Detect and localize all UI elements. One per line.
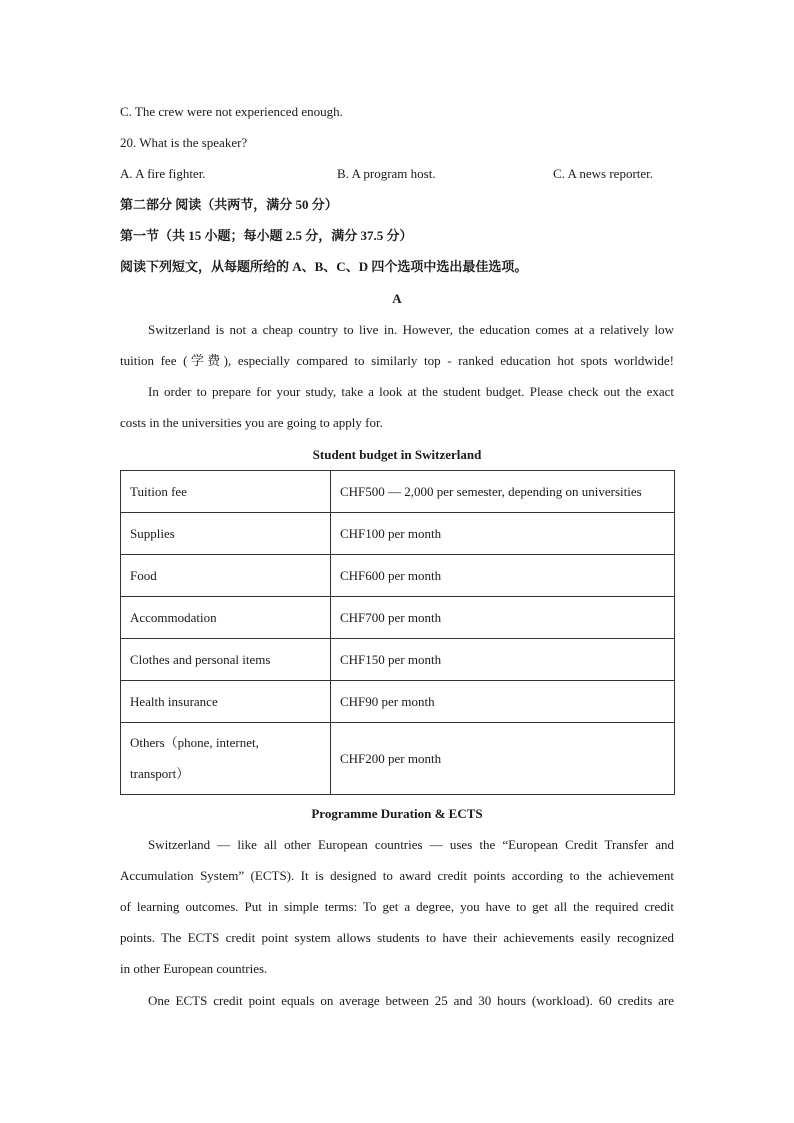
paragraph-1-line-1: Switzerland is not a cheap country to live in. However, the education comes at a relatively low [148,322,674,337]
table-cell-cost: CHF700 per month [331,597,675,639]
table-cell-cost: CHF200 per month [331,723,675,795]
paragraph-3-line-2: Accumulation System” (ECTS). It is designed to award credit points according to the achievement [120,868,674,883]
others-item-line-2: transport） [130,766,190,781]
table-cell-cost: CHF600 per month [331,555,675,597]
part-title: 第二部分 阅读（共两节，满分 50 分） [120,197,338,212]
table-cell-cost: CHF100 per month [331,513,675,555]
table-cell-item: Clothes and personal items [121,639,331,681]
table-row [121,597,675,639]
student-budget-table [120,470,675,795]
table-cell-item [121,723,331,795]
table-cell-cost: CHF90 per month [331,681,675,723]
subsection-title: 第一节（共 15 小题；每小题 2.5 分，满分 37.5 分） [120,228,413,243]
table-row [121,639,675,681]
q20-option-a: A. A fire fighter. [120,166,206,181]
paragraph-2-line-2: costs in the universities you are going to apply for. [120,415,383,430]
others-item-line-1: Others（phone, internet, [130,735,259,750]
passage-label: A [392,291,402,306]
subheading: Programme Duration & ECTS [311,806,483,821]
paragraph-3-line-5: in other European countries. [120,961,268,976]
table-cell-item: Accommodation [121,597,331,639]
q20-option-c: C. A news reporter. [553,166,654,181]
table-cell-item: Health insurance [121,681,331,723]
table-cell-cost: CHF500 — 2,000 per semester, depending on universities [331,471,675,513]
q19-option-c: C. The crew were not experienced enough. [120,104,343,119]
table-row [121,471,675,513]
paragraph-1-line-2: tuition fee (学费), especially compared to similarly top - ranked education hot spots worldwide! [120,353,674,368]
table-cell-item: Food [121,555,331,597]
q20-stem: 20. What is the speaker? [120,135,248,150]
paragraph-3-line-1: Switzerland — like all other European countries — uses the “European Credit Transfer and [148,837,674,852]
table-row [121,723,675,795]
table-row [121,681,675,723]
table-cell-cost: CHF150 per month [331,639,675,681]
table-row [121,513,675,555]
paragraph-2-line-1: In order to prepare for your study, take a look at the student budget. Please check out the exact [148,384,674,399]
paragraph-3-line-3: of learning outcomes. Put in simple terms: To get a degree, you have to get all the required credit [120,899,674,914]
paragraph-3-line-4: points. The ECTS credit point system allows students to have their achievements easily recognized [120,930,674,945]
instruction: 阅读下列短文，从每题所给的 A、B、C、D 四个选项中选出最佳选项。 [120,259,528,274]
table-cell-item: Supplies [121,513,331,555]
table-title: Student budget in Switzerland [312,447,482,462]
table-cell-item: Tuition fee [121,471,331,513]
table-row [121,555,675,597]
q20-option-b: B. A program host. [337,166,436,181]
paragraph-4-line-1: One ECTS credit point equals on average between 25 and 30 hours (workload). 60 credits are [148,993,674,1008]
